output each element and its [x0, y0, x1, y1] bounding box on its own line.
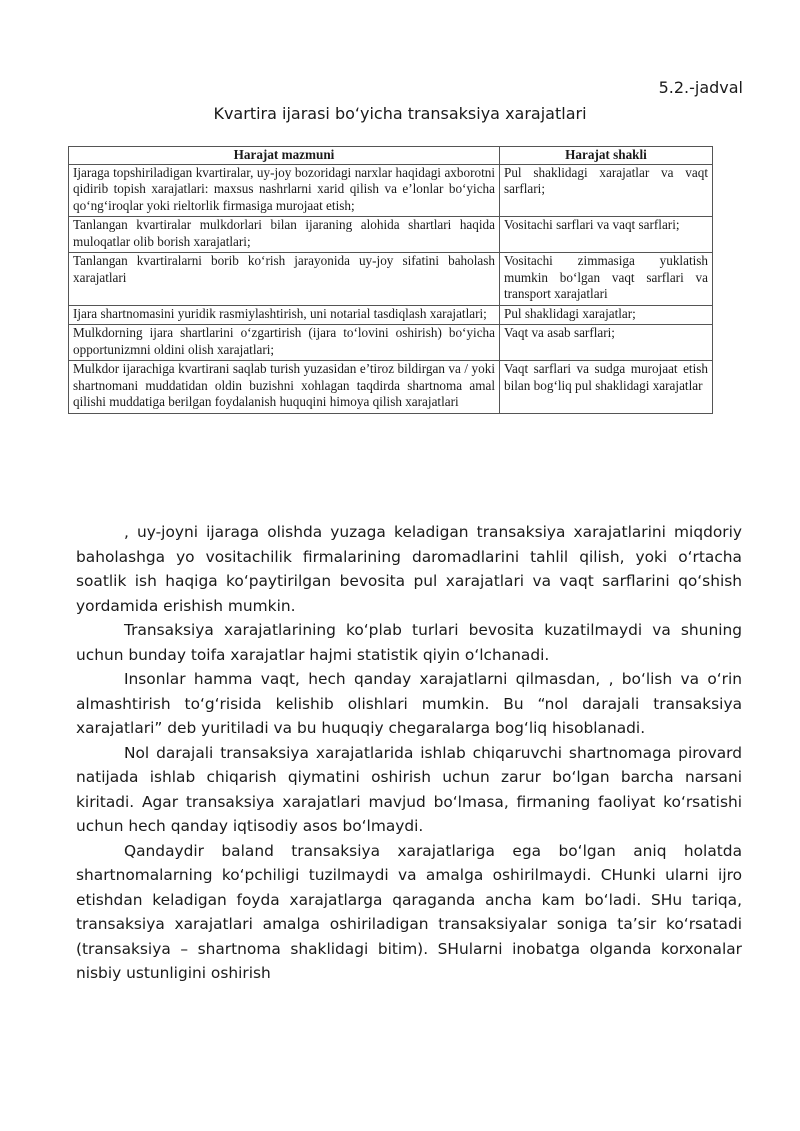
cost-content-cell: Ijaraga topshiriladigan kvartiralar, uy-joy bozoridagi narxlar haqidagi axborotni qidirib topish xarajatlari: maxsus nashrlarni xarid qilish va e’lonlar bo‘yicha qo‘ng‘iroqlar yoki rieltorlik firmasiga murojaat etish; — [69, 164, 500, 217]
paragraph: Nol darajali transaksiya xarajatlarida ishlab chiqaruvchi shartnomaga pirovard natijada ishlab chiqarish qiymatini oshirish uchun zarur bo‘lgan barcha narsani kiritadi. Agar transaksiya xarajatlari mavjud bo‘lmasa, firmaning faoliyat ko‘rsatishi uchun hech qanday iqtisodiy asos bo‘lmaydi. — [76, 743, 742, 835]
paragraph: Transaksiya xarajatlarining ko‘plab turlari bevosita kuzatilmaydi va shuning uchun bunday toifa xarajatlar hajmi statistik qiyin o‘lchanadi. — [76, 621, 742, 664]
table-row — [69, 164, 713, 217]
cost-form-cell: Vositachi sarflari va vaqt sarflari; — [500, 217, 713, 253]
table-row — [69, 253, 713, 306]
header-cost-form: Harajat shakli — [500, 147, 713, 165]
table-title: Kvartira ijarasi bo‘yicha transaksiya xarajatlari — [213, 104, 587, 123]
table-row — [69, 305, 713, 325]
cost-form-cell: Pul shaklidagi xarajatlar; — [500, 305, 713, 325]
paragraph: , uy-joyni ijaraga olishda yuzaga keladigan transaksiya xarajatlarini miqdoriy baholashga yo vositachilik firmalarining daromadlarini tahlil qilish, yoki o‘rtacha soatlik ish haqiga ko‘paytirilgan bevosita pul xarajatlari va vaqt sarflarini qo‘shish yordamida erishish mumkin. — [76, 523, 742, 615]
cost-content-cell: Mulkdorning ijara shartlarini o‘zgartirish (ijara to‘lovini oshirish) bo‘yicha opportunizmni oldini olish xarajatlari; — [69, 325, 500, 361]
paragraph: Qandaydir baland transaksiya xarajatlariga ega bo‘lgan aniq holatda shartnomalarning ko‘pchiligi tuzilmaydi va amalga oshirilmaydi. CHunki ularni ijro etishdan keladigan foyda xarajatlarga qaraganda ancha kam bo‘ladi. SHu tariqa, transaksiya xarajatlari amalga oshiriladigan transaksiyalar soniga ta’sir ko‘rsatadi (transaksiya – shartnoma shaklidagi bitim). SHularni inobatga olganda korxonalar nisbiy ustunligini oshirish — [76, 841, 742, 982]
cost-content-cell: Ijara shartnomasini yuridik rasmiylashtirish, uni notarial tasdiqlash xarajatlari; — [69, 305, 500, 325]
cost-content-cell: Tanlangan kvartiralar mulkdorlari bilan ijaraning alohida shartlari haqida muloqatlar olib borish xarajatlari; — [69, 217, 500, 253]
body-text — [76, 520, 742, 986]
transaction-costs-table — [68, 146, 713, 414]
cost-content-cell: Tanlangan kvartiralarni borib ko‘rish jarayonida uy-joy sifatini baholash xarajatlari — [69, 253, 500, 306]
table-label: 5.2.-jadval — [658, 78, 743, 97]
table-row — [69, 361, 713, 414]
header-cost-content: Harajat mazmuni — [69, 147, 500, 165]
cost-content-cell: Mulkdor ijarachiga kvartirani saqlab turish yuzasidan e’tiroz bildirgan va / yoki shartnomani muddatidan oldin buzishni xohlagan taqdirda shartnoma amal qilishi muddatiga berilgan foydalanish huquqini himoya qilish xarajatlari — [69, 361, 500, 414]
paragraph: Insonlar hamma vaqt, hech qanday xarajatlarni qilmasdan, , bo‘lish va o‘rin almashtirish to‘g‘risida kelishib olishlari mumkin. Bu “nol darajali transaksiya xarajatlari” deb yuritiladi va bu huquqiy chegaralarga bog‘liq hisoblanadi. — [76, 670, 742, 737]
table-row — [69, 325, 713, 361]
cost-form-cell: Vaqt va asab sarflari; — [500, 325, 713, 361]
cost-form-cell: Vaqt sarflari va sudga murojaat etish bilan bog‘liq pul shaklidagi xarajatlar — [500, 361, 713, 414]
table-row — [69, 217, 713, 253]
cost-form-cell: Pul shaklidagi xarajatlar va vaqt sarflari; — [500, 164, 713, 217]
table-header-row — [69, 147, 713, 165]
cost-form-cell: Vositachi zimmasiga yuklatish mumkin bo‘lgan vaqt sarflari va transport xarajatlari — [500, 253, 713, 306]
